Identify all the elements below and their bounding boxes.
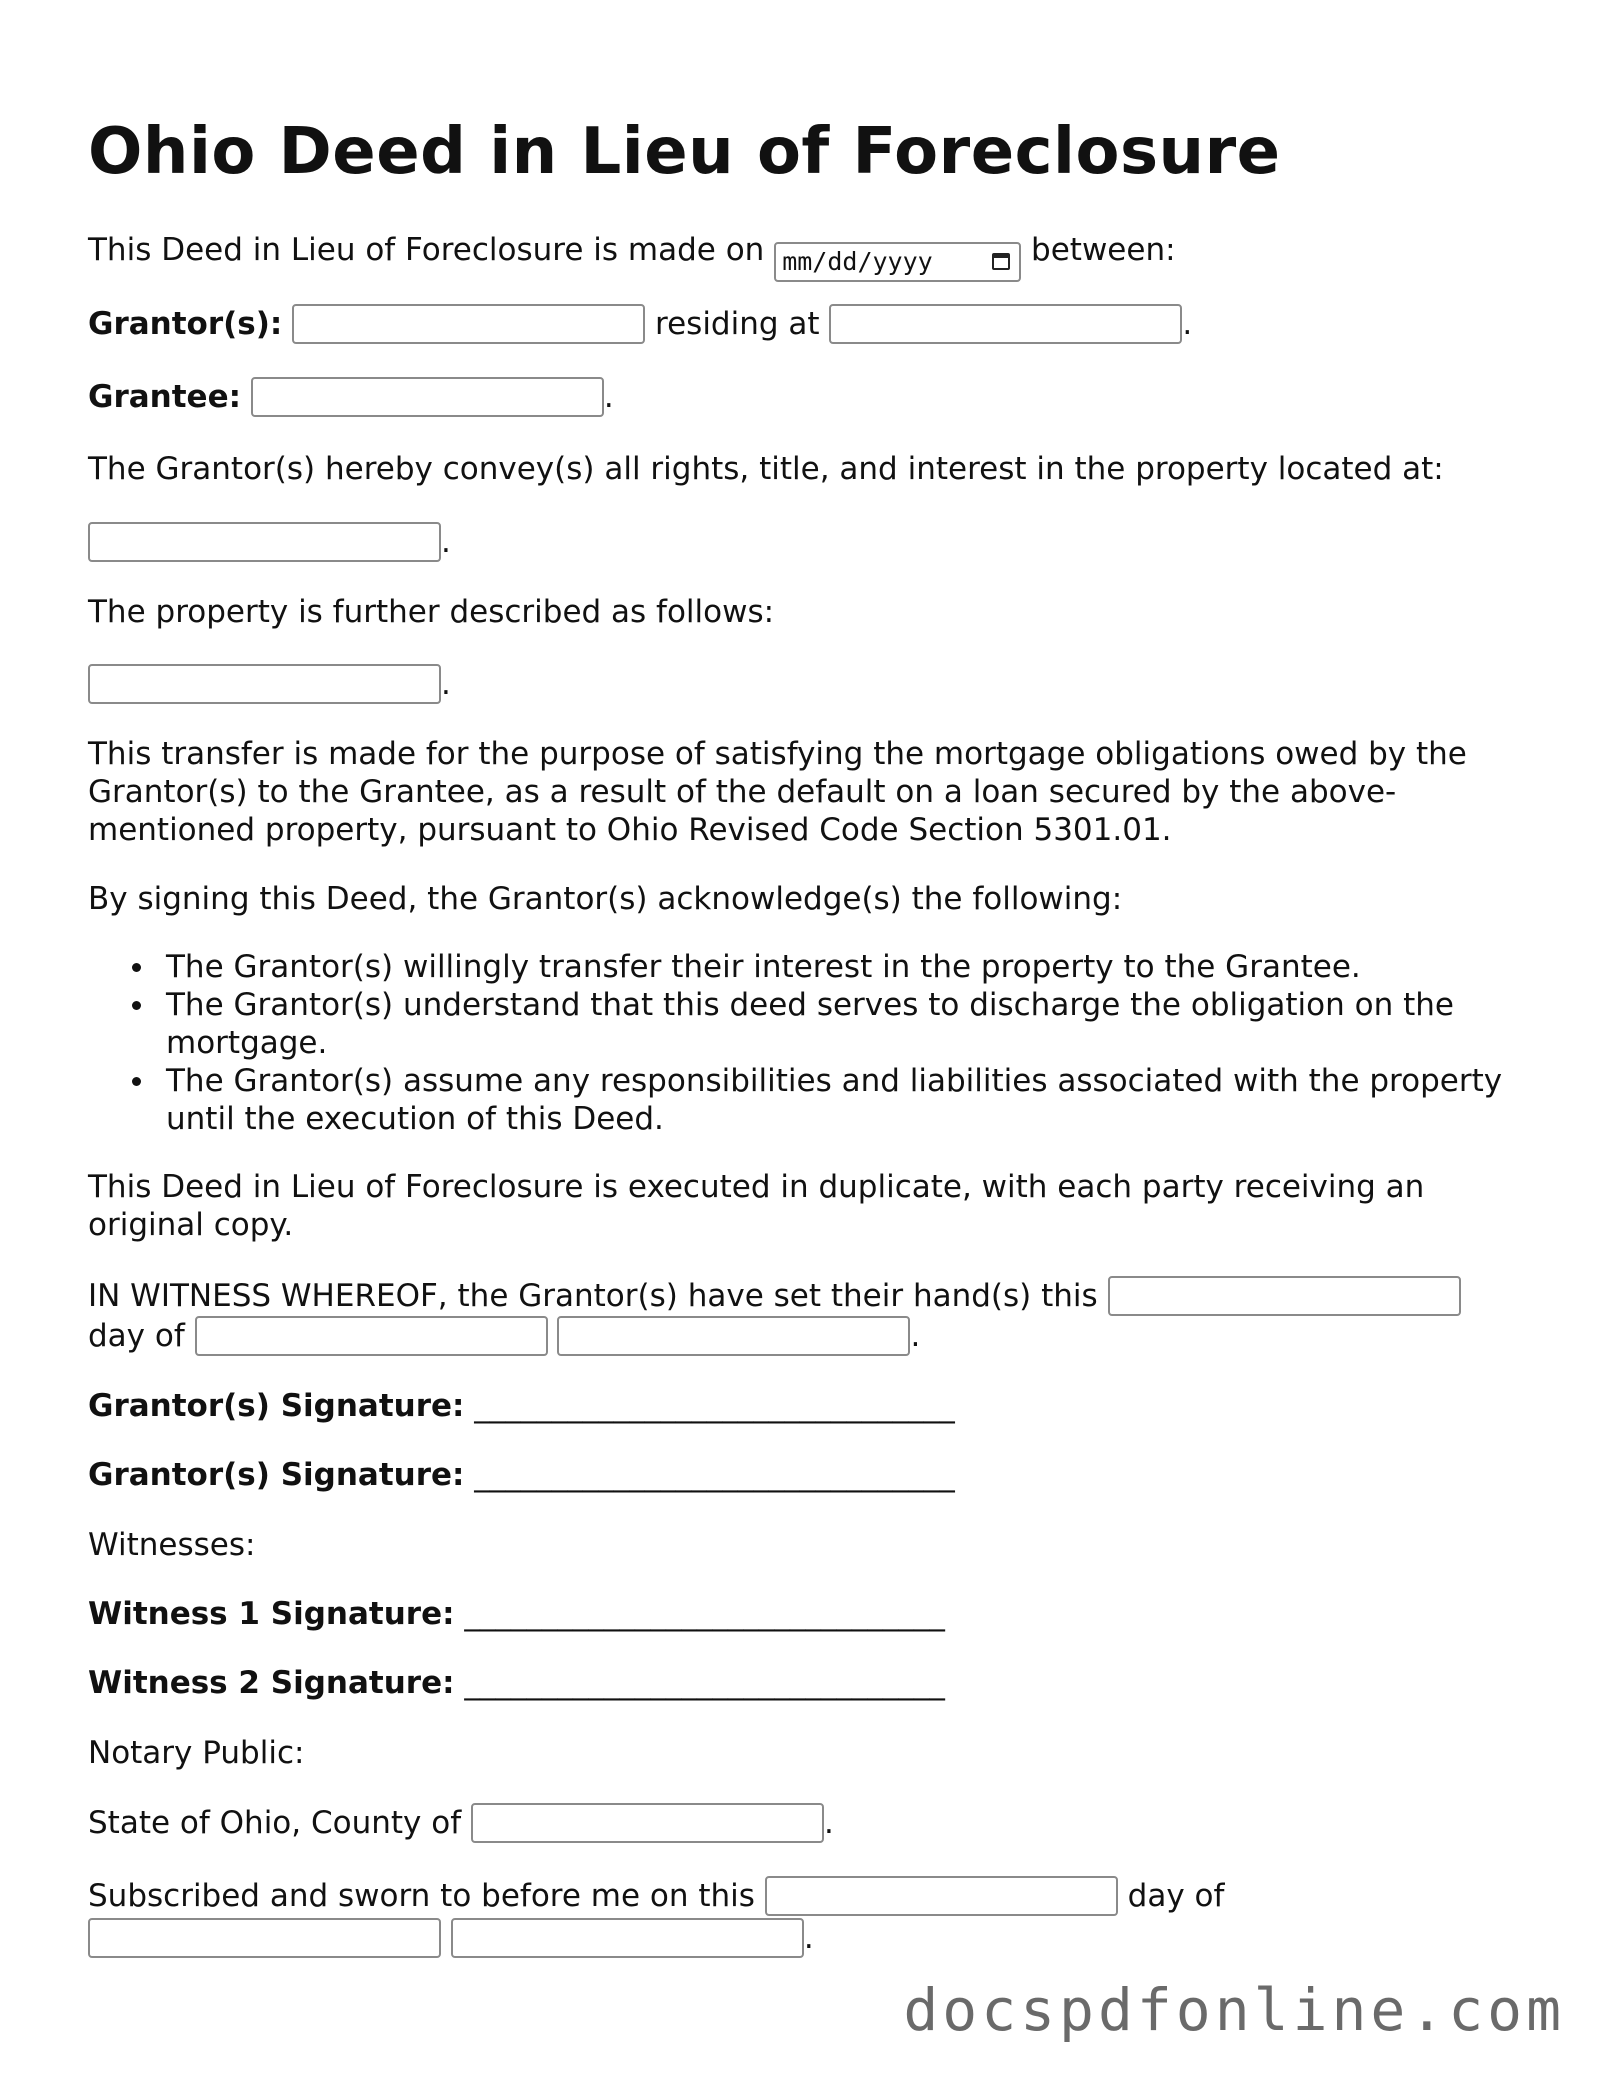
acknowledgement-1: The Grantor(s) willingly transfer their interest in the property to the Grantee. — [166, 949, 1361, 985]
notary-county-input[interactable] — [471, 1803, 824, 1843]
sworn-day-of: day of — [1127, 1878, 1225, 1914]
witness-1-signature — [88, 1595, 945, 1633]
acknowledge-text: By signing this Deed, the Grantor(s) acknowledge(s) the following: — [88, 881, 1123, 917]
grantee-label: Grantee: — [88, 379, 241, 415]
purpose-paragraph: This transfer is made for the purpose of satisfying the mortgage obligations owed by the Grantor(s) to the Grantee, as a result of the default on a loan secured by the above-mentioned property, pursuant to Ohio Revised Code Section 5301.01. — [88, 736, 1467, 848]
grantee-line — [88, 377, 614, 417]
intro-line — [88, 231, 1176, 282]
property-address-line — [88, 522, 451, 562]
grantor-signature-1 — [88, 1387, 955, 1425]
notary-county-prefix: State of Ohio, County of — [88, 1805, 462, 1841]
bullet-icon — [132, 963, 141, 972]
witnesses-label: Witnesses: — [88, 1527, 256, 1563]
description-period: . — [441, 666, 451, 702]
property-description-input[interactable] — [88, 664, 441, 704]
witness-clause-day-of: day of — [88, 1318, 185, 1354]
notary-county-line — [88, 1803, 834, 1843]
grantee-name-input[interactable] — [251, 377, 604, 417]
grantor-signature-2 — [88, 1456, 955, 1494]
witness-month-input[interactable] — [195, 1316, 548, 1356]
property-period: . — [441, 524, 451, 560]
grantor-signature-1-label: Grantor(s) Signature: — [88, 1388, 465, 1424]
sworn-month-input[interactable] — [88, 1918, 441, 1958]
date-placeholder: mm/dd/yyyy — [782, 247, 933, 276]
watermark: docspdfonline.com — [903, 1976, 1565, 2044]
property-description-line — [88, 664, 451, 704]
list-item — [88, 986, 1528, 1062]
acknowledgement-2: The Grantor(s) understand that this deed serves to discharge the obligation on the mortgage. — [166, 987, 1454, 1061]
sworn-prefix: Subscribed and sworn to before me on this — [88, 1878, 755, 1914]
duplicate-paragraph: This Deed in Lieu of Foreclosure is executed in duplicate, with each party receiving an original copy. — [88, 1169, 1425, 1243]
list-item — [88, 1062, 1528, 1138]
grantor-residing-label: residing at — [655, 306, 820, 342]
witness-2-signature-label: Witness 2 Signature: — [88, 1665, 455, 1701]
intro-suffix: between: — [1031, 232, 1176, 268]
intro-prefix: This Deed in Lieu of Foreclosure is made on — [88, 232, 765, 268]
witness-clause-prefix: IN WITNESS WHEREOF, the Grantor(s) have set their hand(s) this — [88, 1278, 1098, 1314]
sworn-line-2 — [88, 1918, 814, 1958]
witness-1-signature-label: Witness 1 Signature: — [88, 1596, 455, 1632]
grantee-period: . — [603, 379, 614, 415]
bullet-icon — [132, 1001, 141, 1010]
notary-county-period: . — [823, 1805, 834, 1841]
grantor-line — [88, 304, 1192, 344]
witness-clause-period: . — [910, 1318, 921, 1354]
grantor-name-input[interactable] — [292, 304, 645, 344]
grantor-address-input[interactable] — [829, 304, 1182, 344]
list-item — [88, 948, 1528, 986]
witness-year-input[interactable] — [557, 1316, 910, 1356]
witness-clause-line-2 — [88, 1316, 920, 1356]
bullet-icon — [132, 1077, 141, 1086]
witness-1-signature-line[interactable]: _______________________________ — [464, 1596, 945, 1632]
sworn-period: . — [803, 1920, 814, 1956]
sworn-year-input[interactable] — [451, 1918, 804, 1958]
sworn-day-input[interactable] — [765, 1876, 1118, 1916]
deed-date-input[interactable] — [774, 242, 1021, 282]
grantor-period: . — [1182, 306, 1193, 342]
sworn-line-1 — [88, 1876, 1224, 1916]
grantor-label: Grantor(s): — [88, 306, 283, 342]
page-title: Ohio Deed in Lieu of Foreclosure — [88, 115, 1281, 189]
witness-day-input[interactable] — [1108, 1276, 1461, 1316]
grantor-signature-1-line[interactable]: _______________________________ — [474, 1388, 955, 1424]
witness-2-signature-line[interactable]: _______________________________ — [464, 1665, 945, 1701]
acknowledgement-3: The Grantor(s) assume any responsibilities and liabilities associated with the property until the execution of this Deed. — [166, 1063, 1503, 1137]
property-address-input[interactable] — [88, 522, 441, 562]
calendar-icon[interactable] — [992, 253, 1010, 270]
witness-clause-line-1 — [88, 1276, 1461, 1316]
described-text: The property is further described as follows: — [88, 594, 775, 630]
witness-2-signature — [88, 1664, 945, 1702]
notary-label: Notary Public: — [88, 1735, 305, 1771]
grantor-signature-2-label: Grantor(s) Signature: — [88, 1457, 465, 1493]
convey-text: The Grantor(s) hereby convey(s) all rights, title, and interest in the property located at: — [88, 451, 1444, 487]
acknowledgement-list — [88, 948, 1528, 1138]
grantor-signature-2-line[interactable]: _______________________________ — [474, 1457, 955, 1493]
